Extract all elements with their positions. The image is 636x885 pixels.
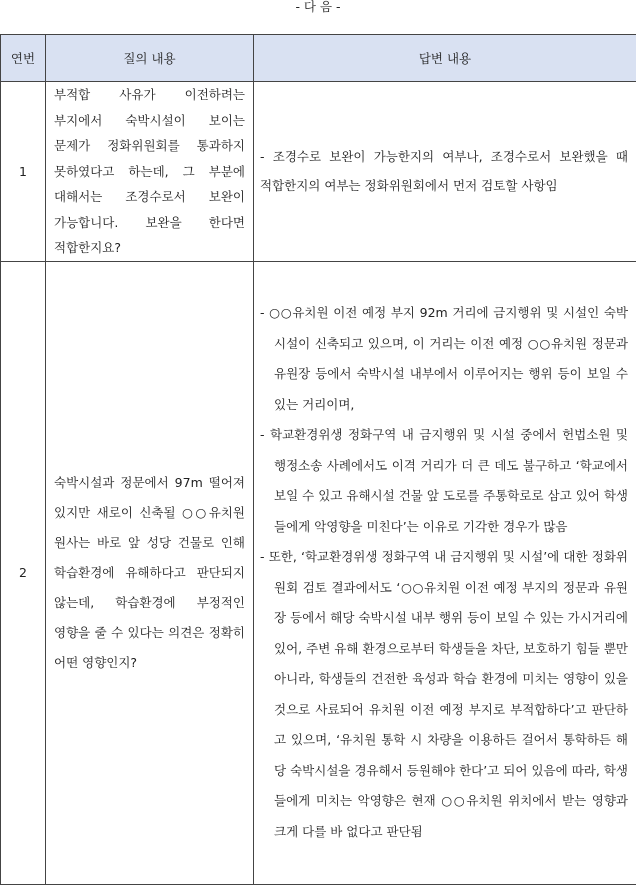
question-text: 부적합 사유가 이전하려는 부지에서 숙박시설이 보이는 문제가 정화위원회를 통과하지 못하였다고 하는데, 그 부분에 대해서는 조경수로서 보완이 가능합니다. 보완을 한다면 적합한지요? [54, 82, 245, 261]
table-row [1, 261, 636, 884]
question-cell [46, 261, 254, 884]
header-question: 질의 내용 [46, 35, 254, 82]
table-row [1, 82, 636, 262]
row-number: 1 [1, 82, 46, 262]
answer-cell [254, 82, 636, 262]
answer-text: - 조경수로 보완이 가능한지의 여부나, 조경수로서 보완했을 때 적합한지의 여부는 정화위원회에서 먼저 검토할 사항임 [260, 142, 628, 200]
header-answer: 답변 내용 [254, 35, 636, 82]
answer-bullet: - 학교환경위생 정화구역 내 금지행위 및 시설 중에서 헌법소원 및 행정소송 사례에서도 이격 거리가 더 큰 데도 불구하고 ‘학교에서 보일 수 있고 유해시설 건물 앞 도로를 주통학로로 삼고 있어 학생들에게 악영향을 미친다’는 이유로 기각한 경우가 많음 [260, 420, 628, 542]
qa-table [0, 34, 636, 885]
question-cell [46, 82, 254, 262]
question-text: 숙박시설과 정문에서 97m 떨어져 있지만 새로이 신축될 ○○유치원 원사는 바로 앞 성당 건물로 인해 학습환경에 유해하다고 판단되지 않는데, 학습환경에 부정적인 영향을 줄 수 있다는 의견은 정확히 어떤 영향인지? [54, 468, 245, 678]
answer-bullet: - ○○유치원 이전 예정 부지 92m 거리에 금지행위 및 시설인 숙박시설이 신축되고 있으며, 이 거리는 이전 예정 ○○유치원 정문과 유원장 등에서 숙박시설 내부에서 이루어지는 행위 등이 보일 수 있는 거리이며, [260, 298, 628, 420]
table-header-row [1, 35, 636, 82]
page-caption: - 다 음 - [0, 0, 636, 14]
header-no: 연번 [1, 35, 46, 82]
answer-cell [254, 261, 636, 884]
row-number: 2 [1, 261, 46, 884]
answer-bullet: - 또한, ‘학교환경위생 정화구역 내 금지행위 및 시설’에 대한 정화위원회 검토 결과에서도 ‘○○유치원 이전 예정 부지의 정문과 유원장 등에서 해당 숙박시설 내부 행위 등이 보일 수 있는 가시거리에 있어, 주변 유해 환경으로부터 학생들을 차단, 보호하기 힘들 뿐만 아니라, 학생들의 건전한 육성과 학습 환경에 미치는 영향이 있을 것으로 사료되어 유치원 이전 예정 부지로 부적합하다’고 판단하고 있으며, ‘유치원 통학 시 차량을 이용하든 걸어서 통학하든 해당 숙박시설을 경유해서 등원해야 한다’고 되어 있음에 따라, 학생들에게 미치는 악영향은 현재 ○○유치원 위치에서 받는 영향과 크게 다를 바 없다고 판단됨 [260, 542, 628, 847]
